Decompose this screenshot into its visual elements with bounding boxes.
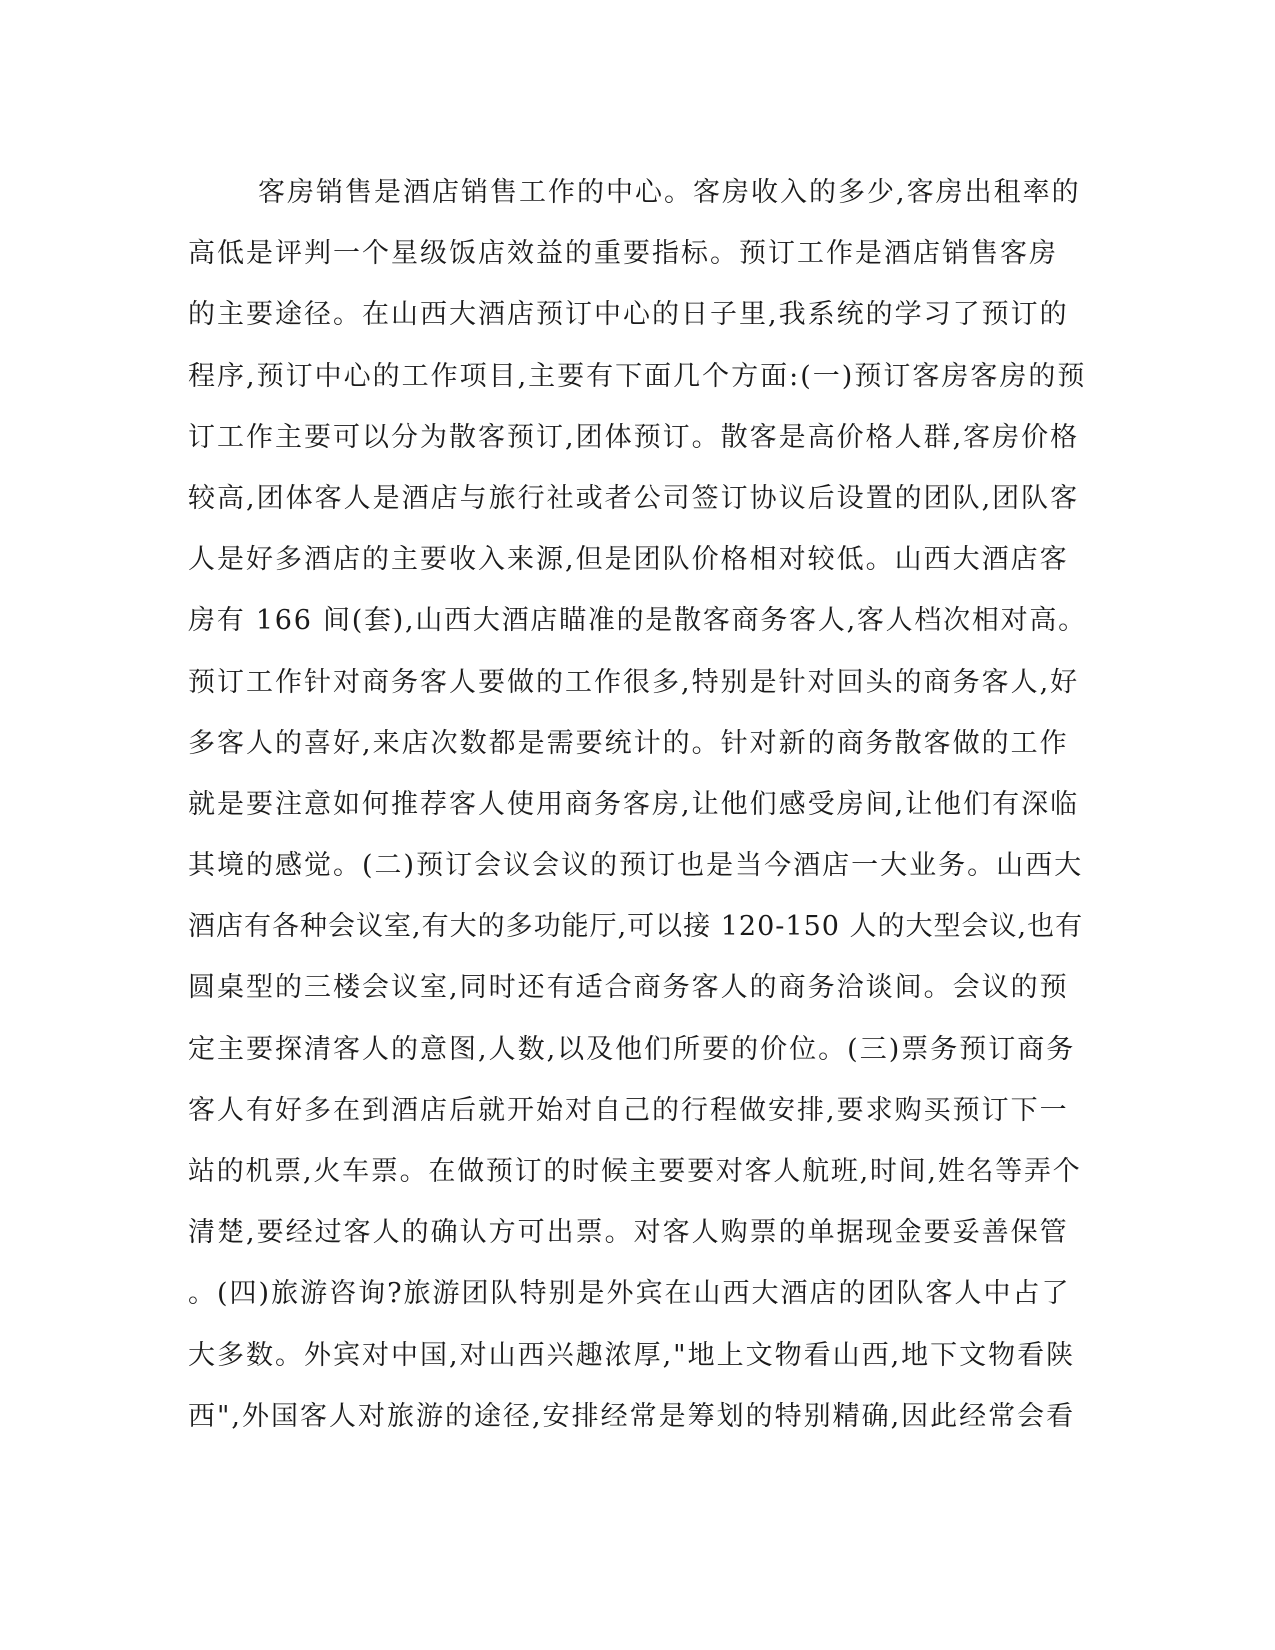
text-line: 定主要探清客人的意图,人数,以及他们所要的价位。(三)票务预订商务 [188,1033,1076,1065]
text-line: 预订工作针对商务客人要做的工作很多,特别是针对回头的商务客人,好 [188,666,1080,698]
text-line: 。(四)旅游咨询?旅游团队特别是外宾在山西大酒店的团队客人中占了 [188,1278,1071,1310]
text-line: 房有 166 间(套),山西大酒店瞄准的是散客商务客人,客人档次相对高。 [188,605,1087,637]
text-line: 大多数。外宾对中国,对山西兴趣浓厚,"地上文物看山西,地下文物看陕 [188,1339,1076,1371]
text-line: 客房销售是酒店销售工作的中心。客房收入的多少,客房出租率的 [258,177,1081,208]
text-line: 的主要途径。在山西大酒店预订中心的日子里,我系统的学习了预订的 [188,299,1069,331]
text-line: 站的机票,火车票。在做预订的时候主要要对客人航班,时间,姓名等弄个 [188,1156,1082,1187]
text-line: 较高,团体客人是酒店与旅行社或者公司签订协议后设置的团队,团队客 [188,482,1080,514]
text-line: 程序,预订中心的工作项目,主要有下面几个方面:(一)预订客房客房的预 [188,360,1087,392]
text-line: 高低是评判一个星级饭店效益的重要指标。预订工作是酒店销售客房 [188,238,1058,270]
text-line: 其境的感觉。(二)预订会议会议的预订也是当今酒店一大业务。山西大 [188,850,1084,882]
text-line: 清楚,要经过客人的确认方可出票。对客人购票的单据现金要妥善保管 [188,1217,1069,1249]
text-line: 圆桌型的三楼会议室,同时还有适合商务客人的商务洽谈间。会议的预 [188,972,1069,1004]
text-line: 就是要注意如何推荐客人使用商务客房,让他们感受房间,让他们有深临 [188,788,1080,820]
text-line: 客人有好多在到酒店后就开始对自己的行程做安排,要求购买预订下一 [188,1094,1069,1126]
body-paragraph [188,162,1088,1447]
text-line: 多客人的喜好,来店次数都是需要统计的。针对新的商务散客做的工作 [188,727,1069,759]
text-line: 酒店有各种会议室,有大的多功能厅,可以接 120-150 人的大型会议,也有 [188,911,1084,943]
text-line: 人是好多酒店的主要收入来源,但是团队价格相对较低。山西大酒店客 [188,544,1069,576]
text-line: 西",外国客人对旅游的途径,安排经常是筹划的特别精确,因此经常会看 [188,1400,1076,1432]
text-line: 订工作主要可以分为散客预订,团体预订。散客是高价格人群,客房价格 [188,421,1080,453]
